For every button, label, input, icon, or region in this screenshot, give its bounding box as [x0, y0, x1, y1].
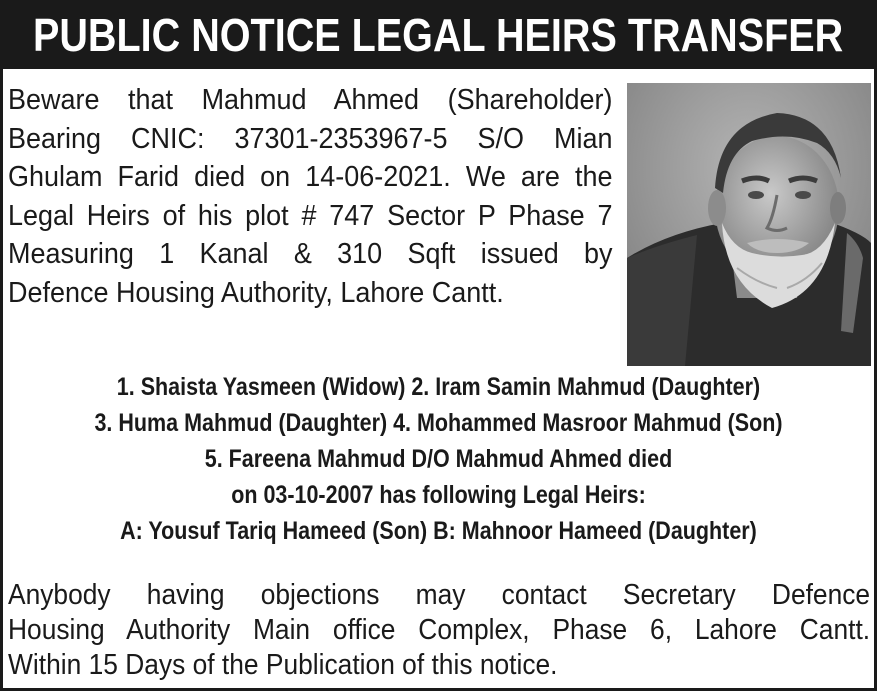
objection-paragraph: [8, 578, 870, 683]
notice-header: [3, 3, 874, 69]
intro-paragraph: [8, 81, 613, 312]
notice-title: PUBLIC NOTICE LEGAL HEIRS TRANSFER: [33, 8, 844, 61]
intro-line: Ghulam Farid died on 14-06-2021. We are the: [8, 161, 613, 193]
intro-line: Bearing CNIC: 37301-2353967-5 S/O Mian: [8, 122, 613, 155]
heirs-list: [3, 369, 874, 549]
portrait-image: [627, 83, 871, 366]
footer-line: Housing Authority Main office Complex, Phase 6, Lahore Cantt.: [8, 614, 871, 646]
intro-line: Legal Heirs of his plot # 747 Sector P Phase 7: [8, 199, 613, 232]
heirs-line: on 03-10-2007 has following Legal Heirs:: [231, 481, 646, 509]
intro-line: Measuring 1 Kanal & 310 Sqft issued by: [8, 238, 613, 270]
heirs-line: 1. Shaista Yasmeen (Widow) 2. Iram Samin Mahmud (Daughter): [116, 373, 761, 401]
intro-line: Defence Housing Authority, Lahore Cantt.: [8, 276, 504, 309]
intro-line: Beware that Mahmud Ahmed (Shareholder): [8, 84, 613, 116]
heirs-line: 5. Fareena Mahmud D/O Mahmud Ahmed died: [204, 445, 673, 473]
heirs-line: 3. Huma Mahmud (Daughter) 4. Mohammed Masroor Mahmud (Son): [94, 409, 783, 437]
heirs-line: A: Yousuf Tariq Hameed (Son) B: Mahnoor Hameed (Daughter): [120, 517, 757, 545]
deceased-photo: [627, 83, 871, 366]
footer-line: Anybody having objections may contact Secretary Defence: [8, 579, 871, 611]
footer-line: Within 15 Days of the Publication of this notice.: [8, 649, 558, 681]
